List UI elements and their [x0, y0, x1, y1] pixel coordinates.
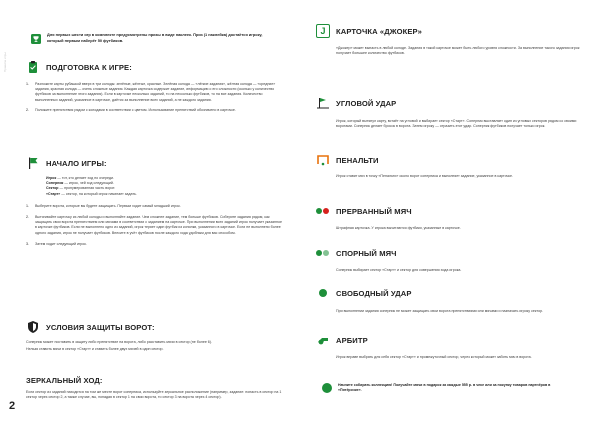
disputed-title: СПОРНЫЙ МЯЧ: [336, 248, 397, 258]
section-referee: [316, 333, 580, 360]
list-item: 1. Разложите карты рубашкой вверх в три колоды: зелёные, жёлтые, красные. Зелёная колода — «лёгкие задания», жёлтая колода — «средние» задания, красная колода — очень сложные задания. Каждая карточка содержит задание, информацию о его сложности (сколько у количество футбиков за выполнение этого задания). Если в карточке несколько заданий, то на несколько футбиков, то на все задания. Количество выполненных заданий, указанное в карточке, даётся за выполнение всех заданий, а не каждого задания.: [26, 82, 276, 102]
clipboard-icon: [26, 60, 40, 74]
section-interrupted: [316, 204, 580, 231]
section-corner: [316, 96, 580, 129]
definition: «Старт» — сектор, на который игрок начинает задать.: [46, 191, 137, 196]
corner-title: УГЛОВОЙ УДАР: [336, 98, 397, 108]
free-kick-text: При выполнении задания соперник не может защищать свои ворота препятствиями или мячами и назначать игроку сектор.: [336, 309, 544, 313]
list-item: 1. Выберите ворота, которые вы будете защищать. Первым ходит самый младший игрок.: [26, 203, 181, 208]
start-title: НАЧАЛО ИГРЫ:: [46, 158, 107, 168]
list-item: 2. Положите препятствия рядом с колодами в соответствии с цветом. Использование препятствий обозначено в карточке.: [26, 107, 236, 112]
definition: Сектор — пронумерованная часть ворот.: [46, 186, 116, 191]
page-number: 2: [9, 400, 16, 412]
ball-icon: [316, 204, 330, 218]
corner-text: Игрок, который вытянул карту, встаёт на угловой и выбирает сектор «Старт». Соперник выставляет один из угловых секторов рядом со своими воротами. Соперник делает бросок в ворота. Затем игроку — отразить этот удар. Соперник футбиков получает только игрок.: [336, 119, 577, 129]
mirror-title: ЗЕРКАЛЬНЫЙ ХОД:: [26, 376, 103, 385]
section-mirror: [26, 376, 284, 400]
disputed-text: Соперник выбирает сектор «Старт» и сектор для совершения хода игрока.: [336, 268, 462, 272]
list-item: 2. Вытягивайте карточку из любой колоды и выполняйте задание. Чем сложнее задание, тем больше футбиков. Соберите задания рядом, как защищать свои ворота препятствием или мячами в соответствии с заданием на карточке. При выполнении всех заданий игрок получает указанное в карточке футбиков. Если не выполнено одно из заданий, игрок теряет один футбик из копилки, указанного в карточке. Если не выполнено более одного задания, игрок не получает футбиков. Внесите в учёт футбиков после каждого хода удобным для вас способом.: [26, 215, 282, 235]
flag-icon: [26, 156, 40, 170]
interrupted-text: Штрафная карточка. У игрока вычитаются футбики, указанные в карточке.: [336, 226, 461, 230]
list-item: 3. Затем ходит следующий игрок.: [26, 241, 87, 246]
section-prep: [26, 60, 284, 113]
section-penalty: [316, 153, 580, 179]
whistle-icon: [316, 333, 330, 347]
trophy-icon: [31, 34, 41, 44]
definition: Игрок — тот, кто делает ход по очереди.: [46, 176, 114, 180]
goal-icon: [316, 153, 330, 167]
corner-flag-icon: [316, 96, 330, 110]
interrupted-title: ПРЕРВАННЫЙ МЯЧ: [336, 206, 412, 216]
footnote: Начните собирать коллекцию! Получайте мячи в подарок за каждые 555 р. в чеке или за покупку товаров партнёров в «Пятёрочке».: [338, 383, 551, 393]
section-disputed: [316, 246, 580, 273]
joker-title: КАРТОЧКА «ДЖОКЕР»: [336, 26, 422, 36]
ball-icon: [316, 286, 330, 300]
defense-text-1: Соперник может поставить в защиту либо препятствие на ворота, либо расставить мячи в сектор (не более 6).: [26, 340, 213, 344]
prep-title: ПОДГОТОВКА К ИГРЕ:: [46, 62, 132, 72]
section-free-kick: [316, 286, 580, 314]
referee-text: Игрок вправе выбрать для себя сектор «Старт» и промежуточный сектор, через который может забить мяч в ворота.: [336, 355, 532, 359]
section-defense: [26, 320, 284, 352]
side-label: Правила игры: [3, 52, 7, 72]
mirror-text: Если сектор из заданий находится на том же месте ворот соперника, используйте зеркальное расположение (например, задание: попасть в сектор на 1 сектор через сектор 2, а также случае, вы, попадая в сектор 1 на свои ворота, то сектор 3 на ворота через 4 сектор).: [26, 390, 282, 400]
referee-title: АРБИТР: [336, 335, 368, 345]
defense-title: УСЛОВИЯ ЗАЩИТЫ ВОРОТ:: [46, 322, 155, 332]
defense-text-2: Нельзя ставить мячи в сектор «Старт» и ставить более двух мячей в один сектор.: [26, 347, 164, 352]
joker-text: «Джокер» может выпасть в любой колоде. Задания в такой карточке может быть любого уровня сложности. За выполнение такого задания игрок получает большее количество футбиков.: [336, 46, 580, 56]
section-joker: [316, 24, 580, 56]
ball-icon: [322, 383, 332, 393]
free-kick-title: СВОБОДНЫЙ УДАР: [336, 288, 412, 298]
joker-card-icon: J: [316, 24, 330, 38]
shield-icon: [26, 320, 40, 334]
ball-icon: [316, 246, 330, 260]
intro-text: Для первых шести игр в комплекте предусмотрены призы в виде наклеек. Приз (1 наклейка) достаётся игроку, который первым наберёт 50 футбиков.: [47, 32, 263, 43]
penalty-text: Игрок ставит мяч в точку «Пенальти» около ворот соперника и выполняет задание, указанное в карточке.: [336, 174, 513, 178]
section-start: [26, 156, 284, 247]
definition: Соперник — игрок, чей ход следующий.: [46, 181, 114, 186]
penalty-title: ПЕНАЛЬТИ: [336, 155, 379, 165]
definitions: [26, 176, 284, 197]
